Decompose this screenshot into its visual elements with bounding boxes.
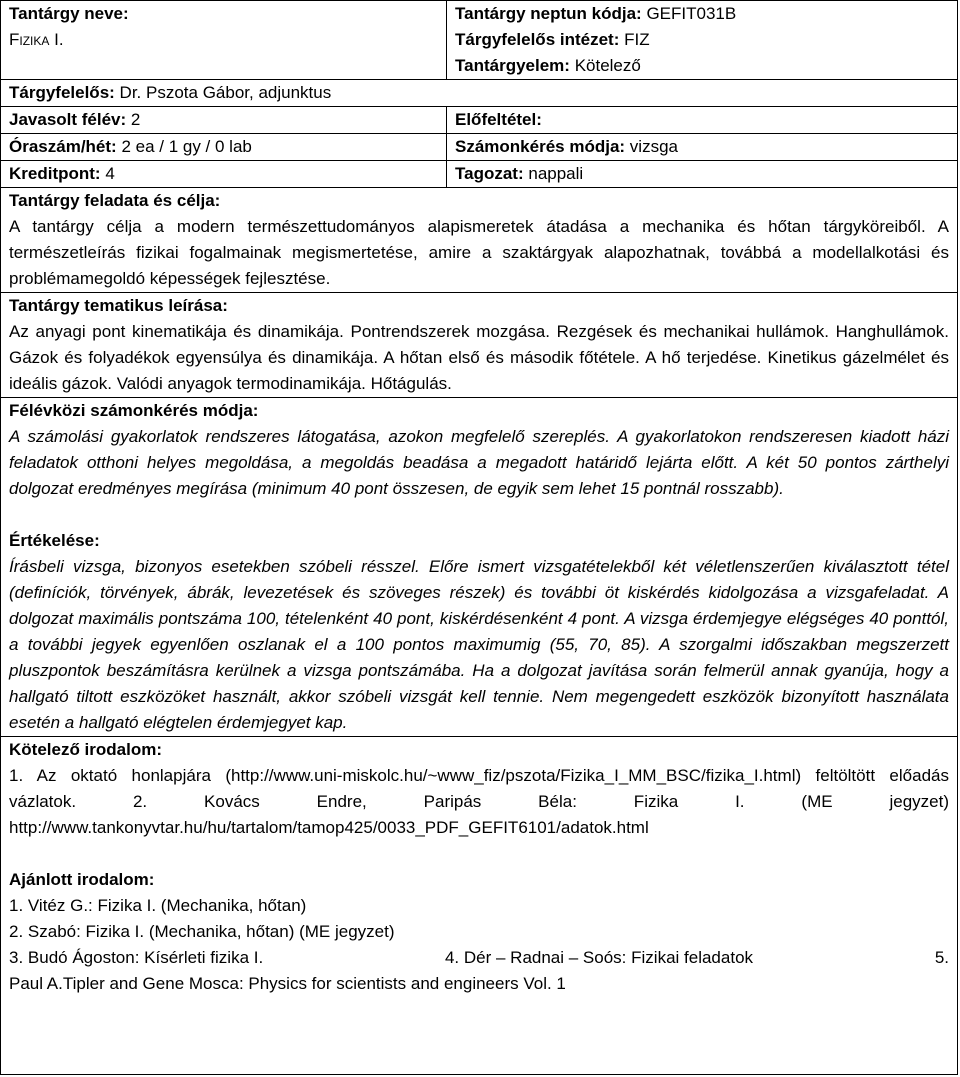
- required-literature-text: 1. Az oktató honlapjára (http://www.uni-miskolc.hu/~www_fiz/pszota/Fizika_I_MM_BSC/fizika_I.html) feltöltött előadás vázlatok. 2. Kovács Endre, Paripás Béla: Fizika I. (ME jegyzet) http://www.tankonyvtar.hu/hu/tartalom/tamop425/0033_PDF_GEFIT6101/adatok.html: [9, 766, 949, 837]
- midterm-text: A számolási gyakorlatok rendszeres látogatása, azokon megfelelő szereplés. A gyakorlatokon rendszeresen kiadott házi feladatok otthoni helyes megoldása, a megoldás beadása a megadott határidő lejárta előtt. A két 50 pontos zárthelyi dolgozat eredményes megírása (minimum 40 pont összesen, de egyik sem lehet 15 pontnál rosszabb).: [9, 427, 949, 498]
- subject-code-cell: [447, 1, 957, 79]
- recommended-literature-heading: Ajánlott irodalom:: [9, 870, 155, 889]
- institute-label: Tárgyfelelős intézet:: [455, 30, 620, 49]
- neptun-code-value: GEFIT031B: [646, 4, 737, 23]
- responsible-label: Tárgyfelelős:: [9, 83, 115, 102]
- element-value: Kötelező: [574, 56, 641, 75]
- required-literature-heading: Kötelező irodalom:: [9, 740, 163, 759]
- institute-value: FIZ: [624, 30, 650, 49]
- semester-label: Javasolt félév:: [9, 110, 127, 129]
- topics-text: Az anyagi pont kinematikája és dinamikája. Pontrendszerek mozgása. Rezgések és mechanikai hullámok. Hanghullámok. Gázok és folyadékok egyensúlya és dinamikája. A hőtan első és második főtétele. A hő terjedése. Kinetikus gázelmélet és ideális gázok. Valódi anyagok termodinamikája. Hőtágulás.: [9, 322, 949, 393]
- midterm-heading: Félévközi számonkérés módja:: [9, 401, 259, 420]
- exam-type-label: Számonkérés módja:: [455, 137, 626, 156]
- subject-name-label: Tantárgy neve:: [9, 4, 129, 23]
- hours-row: [1, 134, 957, 161]
- credit-label: Kreditpont:: [9, 164, 101, 183]
- subject-name-cell: [1, 1, 447, 79]
- neptun-code-label: Tantárgy neptun kódja:: [455, 4, 642, 23]
- evaluation-text: Írásbeli vizsga, bizonyos esetekben szóbeli résszel. Előre ismert vizsgatételekből két véletlenszerűen kiválasztott tétel (definíciók, törvények, ábrák, levezetések és szöveges részek) és további öt kiskérdés kidolgozása a vizsgafeladat. A dolgozat maximális pontszáma 100, tételenként 40 pont, kiskérdésenként 4 pont. A vizsga érdemjegye elégséges 40 ponttól, a további jegyek egyenlően oszlanak el a 100 pontos maximumig (55, 70, 85). A szorgalmi időszakban megszerzett pluszpontok beszámításra kerülnek a vizsga pontszámába. Ha a dolgozat javítása során felmerül annak gyanúja, hogy a hallgató tiltott eszközöket használt, akkor szóbeli vizsgát kell tennie. Nem megengedett eszközök bizonyított használata esetén a hallgató elégtelen érdemjegyet kap.: [9, 557, 949, 732]
- credit-value: 4: [105, 164, 115, 183]
- recommended-item-5-number: 5.: [934, 948, 949, 967]
- subject-name-value: Fizika I.: [9, 30, 64, 49]
- evaluation-heading: Értékelése:: [9, 531, 100, 550]
- recommended-item-1: 1. Vitéz G.: Fizika I. (Mechanika, hőtan): [9, 896, 307, 915]
- assessment-section: [1, 398, 957, 737]
- recommended-item-2: 2. Szabó: Fizika I. (Mechanika, hőtan) (ME jegyzet): [9, 922, 395, 941]
- header-row-identity: [1, 1, 957, 80]
- topics-heading: Tantárgy tematikus leírása:: [9, 296, 228, 315]
- recommended-items-3-5: [9, 945, 949, 971]
- goal-text: A tantárgy célja a modern természettudományos alapismeretek átadása a mechanika és hőtan tárgyköreiből. A természetleírás fizikai fogalmainak megismertetése, amire a szaktárgyak alapozhatnak, továbbá a modellalkotási és problémamegoldó képességek fejlesztése.: [9, 217, 949, 288]
- section-value: nappali: [528, 164, 584, 183]
- prerequisite-label: Előfeltétel:: [455, 110, 542, 129]
- topics-section: [1, 293, 957, 398]
- responsible-row: [1, 80, 957, 107]
- recommended-item-3: 3. Budó Ágoston: Kísérleti fizika I.: [9, 948, 264, 967]
- responsible-value: Dr. Pszota Gábor, adjunktus: [119, 83, 332, 102]
- element-label: Tantárgyelem:: [455, 56, 570, 75]
- semester-row: [1, 107, 957, 134]
- recommended-item-4: 4. Dér – Radnai – Soós: Fizikai feladatok: [444, 948, 754, 967]
- literature-section: [1, 737, 957, 997]
- section-label: Tagozat:: [455, 164, 524, 183]
- credit-row: [1, 161, 957, 188]
- goal-heading: Tantárgy feladata és célja:: [9, 191, 221, 210]
- hours-label: Óraszám/hét:: [9, 137, 117, 156]
- goal-section: [1, 188, 957, 293]
- semester-value: 2: [130, 110, 141, 129]
- recommended-item-5: Paul A.Tipler and Gene Mosca: Physics for scientists and engineers Vol. 1: [9, 974, 566, 993]
- hours-value: 2 ea / 1 gy / 0 lab: [121, 137, 252, 156]
- exam-type-value: vizsga: [629, 137, 678, 156]
